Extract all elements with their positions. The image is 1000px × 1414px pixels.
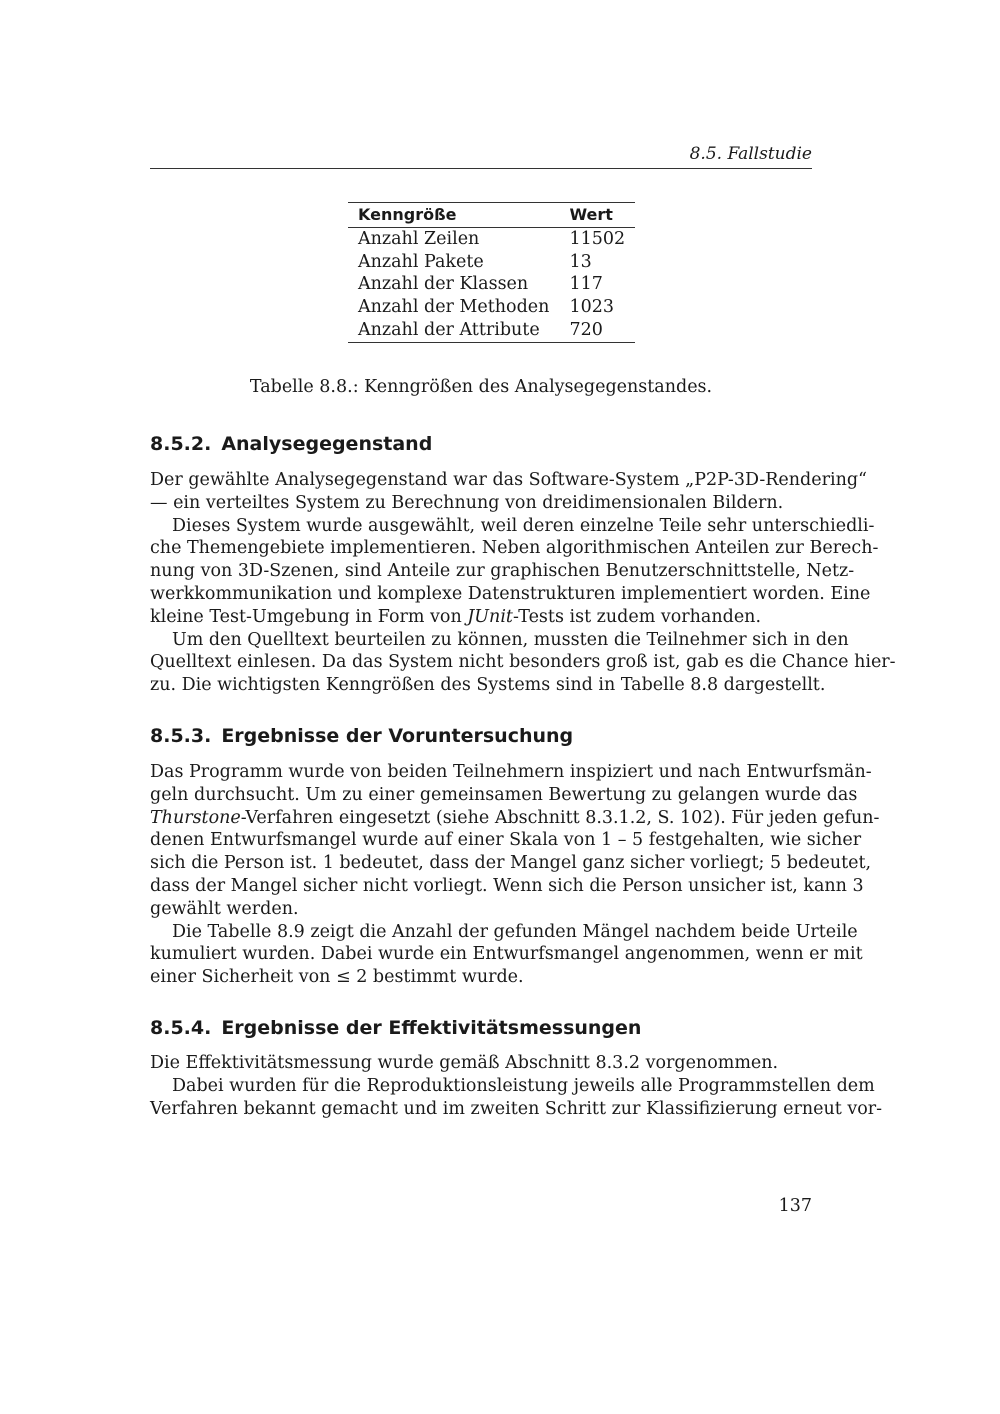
text-line: sich die Person ist. 1 bedeutet, dass der Mangel ganz sicher vorliegt; 5 bedeutet,	[150, 853, 872, 874]
table-row	[348, 227, 635, 250]
text-line: zu. Die wichtigsten Kenngrößen des Systems sind in Tabelle 8.8 dargestellt.	[150, 675, 826, 696]
text-fragment: -Tests ist zudem vorhanden.	[512, 606, 762, 627]
text-line	[150, 606, 812, 629]
text-line: kumuliert wurden. Dabei wurde ein Entwurfsmangel angenommen, wenn er mit	[150, 944, 863, 965]
text-line: — ein verteiltes System zu Berechnung von dreidimensionalen Bildern.	[150, 492, 784, 513]
table-row	[348, 296, 635, 319]
text-line: Die Tabelle 8.9 zeigt die Anzahl der gefunden Mängel nachdem beide Urteile	[172, 921, 858, 942]
text-line: Dabei wurden für die Reproduktionsleistung jeweils alle Programmstellen dem	[172, 1075, 875, 1096]
paragraph-analysegegenstand-selection	[150, 515, 879, 629]
emphasis-thurstone: Thurstone	[150, 807, 241, 828]
text-line: geln durchsucht. Um zu einer gemeinsamen Bewertung zu gelangen wurde das	[150, 784, 858, 805]
text-line: che Themengebiete implementieren. Neben algorithmischen Anteilen zur Berech-	[150, 538, 879, 559]
table-caption: Tabelle 8.8.: Kenngrößen des Analysegegenstandes.	[249, 377, 713, 397]
table-cell-metric: Anzahl Pakete	[358, 251, 484, 272]
table-row	[348, 319, 635, 342]
paragraph-voruntersuchung-method	[150, 761, 880, 921]
table-cell-metric: Anzahl der Klassen	[358, 274, 529, 295]
text-line: Der gewählte Analysegegenstand war das Software-System „P2P-3D-Rendering“	[150, 470, 867, 490]
table-header-row	[348, 203, 635, 228]
column-header-metric: Kenngröße	[348, 203, 559, 228]
text-line: Quelltext einlesen. Da das System nicht besonders groß ist, gab es die Chance hier-	[150, 652, 896, 673]
paragraph-analysegegenstand-sourcecode	[150, 629, 896, 697]
header-rule	[150, 168, 812, 169]
section-number: 8.5.4.	[150, 1017, 212, 1039]
table-cell-value: 720	[569, 319, 603, 340]
table-cell-value: 13	[569, 251, 592, 272]
table-cell-value: 1023	[569, 297, 614, 318]
text-fragment: kleine Test-Umgebung in Form von	[150, 606, 468, 627]
paragraph-voruntersuchung-results	[150, 921, 863, 989]
text-fragment: -Verfahren eingesetzt (siehe Abschnitt 8.3.1.2, S. 102). Für jeden gefun-	[240, 807, 880, 828]
text-line: einer Sicherheit von ≤ 2 bestimmt wurde.	[150, 967, 524, 988]
table-cell-value: 117	[569, 274, 603, 295]
text-line: Um den Quelltext beurteilen zu können, mussten die Teilnehmer sich in den	[172, 629, 849, 650]
text-line: Das Programm wurde von beiden Teilnehmern inspiziert und nach Entwurfsmän-	[150, 762, 872, 782]
text-line: Dieses System wurde ausgewählt, weil deren einzelne Teile sehr unterschiedli-	[172, 515, 875, 536]
section-title: Analysegegenstand	[221, 433, 433, 455]
text-line: Die Effektivitätsmessung wurde gemäß Abschnitt 8.3.2 vorgenommen.	[150, 1053, 779, 1073]
table-cell-metric: Anzahl Zeilen	[358, 228, 480, 249]
paragraph-analysegegenstand-intro	[150, 469, 867, 515]
text-line: werkkommunikation und komplexe Datenstrukturen implementiert worden. Eine	[150, 583, 871, 604]
paragraph-effektivitaet-procedure	[150, 1075, 883, 1121]
section-heading-analysegegenstand	[150, 431, 432, 457]
running-head: 8.5. Fallstudie	[689, 144, 812, 164]
section-number: 8.5.3.	[150, 725, 212, 747]
section-number: 8.5.2.	[150, 433, 212, 455]
table-cell-metric: Anzahl der Attribute	[358, 319, 540, 340]
section-title: Ergebnisse der Voruntersuchung	[221, 725, 574, 747]
table-cell-metric: Anzahl der Methoden	[358, 297, 550, 318]
section-title: Ergebnisse der Effektivitätsmessungen	[221, 1017, 642, 1039]
metrics-table	[348, 202, 635, 343]
table-row	[348, 273, 635, 296]
table-cell-value: 11502	[569, 228, 626, 249]
column-header-value: Wert	[559, 203, 635, 228]
section-heading-voruntersuchung	[150, 723, 573, 749]
text-line: nung von 3D-Szenen, sind Anteile zur graphischen Benutzerschnittstelle, Netz-	[150, 561, 855, 582]
emphasis-junit: JUnit	[467, 606, 513, 627]
text-line: denen Entwurfsmangel wurde auf einer Skala von 1 – 5 festgehalten, wie sicher	[150, 830, 862, 851]
text-line	[150, 807, 880, 830]
page-number: 137	[778, 1196, 812, 1216]
paragraph-effektivitaet-intro	[150, 1052, 812, 1075]
text-line: dass der Mangel sicher nicht vorliegt. Wenn sich die Person unsicher ist, kann 3	[150, 875, 864, 896]
table-row	[348, 251, 635, 274]
text-line: Verfahren bekannt gemacht und im zweiten Schritt zur Klassifizierung erneut vor-	[150, 1098, 883, 1119]
section-heading-effektivitaetsmessungen	[150, 1015, 641, 1041]
text-line: gewählt werden.	[150, 898, 299, 919]
